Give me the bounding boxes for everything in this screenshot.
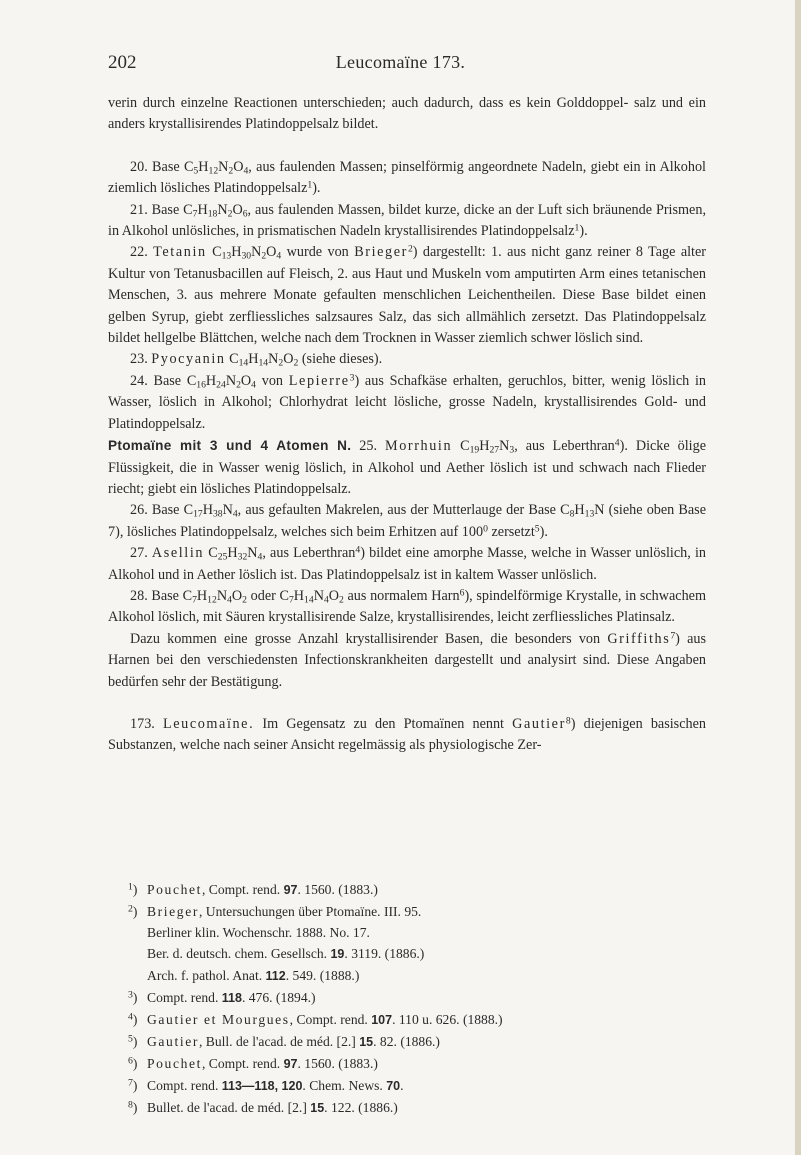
footnote-1: $^1$) Pouchet, Compt. rend. 97. 1560. (1883.) (128, 879, 688, 901)
substance-name: Asellin (151, 545, 205, 562)
volume-number: 97 (283, 1057, 298, 1071)
author-name: Brieger (147, 904, 199, 919)
volume-number: 118 (221, 991, 242, 1005)
footnote-mark: $^2$) (128, 903, 138, 919)
footnote-ref: 1 (307, 179, 313, 191)
intro-line-2: salz und ein anders krystallisirendes Platindoppelsalz bildet. (108, 95, 707, 133)
substance-name: Pyocyanin (151, 351, 226, 368)
entry-22: 22. Tetanin $C_{13}H_{30}N_2O_4$ wurde von Brieger$^2$) dargestellt: 1. aus nicht ganz reiner 8 Tage alter Kultur von Tetanusbacillen auf Fleisch, 2. aus Haut und Muskeln vom amputirten Arm eines tetanischen Menschen, 3. aus mehrere Monate gefaulten menschlichen Leichentheilen. Diese Base bildet einen gelben Syrup, giebt zerfliessliches salzsaures Salz, das sich allmählich zersetzt. Das Platindoppelsalz bildet hellgelbe Blättchen, welche nach dem Trocknen in Wasser ziemlich schwer löslich sind. (108, 244, 707, 347)
footnote-ref: 6 (459, 587, 465, 599)
entry-20: 20. Base $C_5H_{12}N_2O_4$, aus faulenden Massen; pinselförmig angeordnete Nadeln, giebt ein in Alkohol ziemlich lösliches Platindoppelsalz$^1$). (108, 158, 706, 197)
volume-number: 112 (265, 969, 286, 983)
section-heading: Ptomaïne mit 3 und 4 Atomen N. (108, 438, 352, 454)
footnote-ref: 8 (565, 715, 571, 727)
footnotes (128, 879, 688, 1119)
entry-25: Ptomaïne mit 3 und 4 Atomen N. 25. Morrhuin $C_{19}H_{27}N_3$, aus Leberthran$^4$). Dicke ölige Flüssigkeit, die in Wasser wenig löslich, in Alkohol und Aether löslich ist und schwach nach Flieder riecht; giebt ein lösliches Platindoppelsalz. (108, 437, 707, 497)
volume-number: 19 (330, 947, 345, 961)
footnote-mark: $^5$) (128, 1033, 138, 1049)
footnote-3: $^3$) Compt. rend. 118. 476. (1894.) (128, 987, 688, 1009)
footnote-ref: 3 (349, 372, 355, 384)
volume-number: 107 (371, 1013, 393, 1027)
entry-23: 23. Pyocyanin $C_{14}H_{14}N_2O_2$ (siehe dieses). (130, 351, 383, 370)
footnote-mark: $^1$) (128, 881, 138, 897)
footnote-cont: Arch. f. pathol. Anat. 112. 549. (1888.) (147, 968, 360, 983)
entry-26: 26. Base $C_{17}H_{38}N_4$, aus gefaulten Makrelen, aus der Mutterlauge der Base $C_8H_{13}N$ (siehe oben Base 7), lösliches Platindoppelsalz, welches sich beim Erhitzen auf $100^0$ zersetzt$^5$). (108, 502, 706, 540)
footnote-8: $^8$) Bullet. de l'acad. de méd. [2.] 15. 122. (1886.) (128, 1097, 688, 1119)
page-edge (795, 0, 801, 1155)
entry-27: 27. Asellin $C_{25}H_{32}N_4$, aus Leberthran$^4$) bildet eine amorphe Masse, welche in Wasser unlöslich, in Alkohol und in Aether löslich ist. Das Platindoppelsalz ist in kaltem Wasser unlöslich. (108, 544, 706, 583)
footnote-cont: Ber. d. deutsch. chem. Gesellsch. 19. 3119. (1886.) (147, 946, 425, 961)
entry-21: 21. Base $C_7H_{18}N_2O_6$, aus faulenden Massen, bildet kurze, dicke an der Luft sich bräunende Prismen, in Alkohol unlösliches, in prismatischen Nadeln krystallisirendes Platindoppelsalz$^1$). (108, 201, 706, 240)
intro-line-1: verin durch einzelne Reactionen unterschieden; auch dadurch, dass es kein Golddoppel- (108, 95, 629, 111)
entry-28: 28. Base $C_7H_{12}N_4O_2$ oder $C_7H_{14}N_4O_2$ aus normalem Harn$^6$), spindelförmige Krystalle, in schwachem Alkohol löslich, mit Säuren krystallisirende Salze, krystallisirendes, leicht zerfliessliches Platinsalz. (108, 587, 706, 626)
footnote-ref: 5 (534, 523, 540, 535)
footnote-mark: $^3$) (128, 989, 138, 1005)
footnote-2: $^2$) Brieger, Untersuchungen über Ptomaïne. III. 95. (128, 901, 688, 922)
footnote-ref: 4 (355, 544, 361, 556)
volume-number: 70 (386, 1079, 401, 1093)
substance-name: Tetanin (153, 244, 207, 261)
running-head: Leucomaïne 173. (335, 52, 466, 72)
section-173: 173. Leucomaïne. Im Gegensatz zu den Ptomaïnen nennt Gautier$^8$) diejenigen basischen Substanzen, welche nach seiner Ansicht regelmässig als physiologische Zer- (108, 715, 706, 754)
volume-number: 15 (310, 1101, 325, 1115)
entry-griffiths: Dazu kommen eine grosse Anzahl krystallisirender Basen, die besonders von Griffiths$^7$) aus Harnen bei den verschiedensten Infectionskrankheiten dargestellt und analysirt sind. Diese Angaben bedürfen sehr der Bestätigung. (108, 630, 706, 690)
author-name: Griffiths (607, 630, 671, 647)
page-header (0, 52, 801, 76)
section-title: Leucomaïne. (162, 715, 255, 732)
footnote-cont: Berliner klin. Wochenschr. 1888. No. 17. (147, 925, 370, 940)
footnote-ref: 7 (670, 630, 676, 642)
footnote-ref: 2 (407, 244, 413, 256)
footnote-mark: $^6$) (128, 1055, 138, 1071)
author-name: Pouchet (147, 1056, 202, 1071)
volume-number: 97 (283, 883, 298, 897)
footnote-ref: 1 (574, 222, 580, 234)
author-name: Gautier et Mourgues (147, 1012, 290, 1027)
footnote-mark: $^8$) (128, 1099, 138, 1115)
footnote-mark: $^4$) (128, 1011, 138, 1027)
body-text (108, 93, 706, 757)
author-name: Lepierre (288, 372, 350, 389)
volume-number: 15 (359, 1035, 374, 1049)
intro-paragraph (108, 93, 706, 136)
footnote-ref: 4 (614, 437, 620, 449)
footnote-7: $^7$) Compt. rend. 113—118, 120. Chem. News. 70. (128, 1075, 688, 1097)
author-name: Gautier (147, 1034, 199, 1049)
substance-name: Morrhuin (384, 438, 453, 455)
author-name: Pouchet (147, 882, 202, 897)
footnote-4: $^4$) Gautier et Mourgues, Compt. rend. 107. 110 u. 626. (1888.) (128, 1009, 688, 1031)
entry-24: 24. Base $C_{16}H_{24}N_2O_4$ von Lepierre$^3$) aus Schafkäse erhalten, geruchlos, bitter, wenig löslich in Wasser, löslich in Alkohol; Chlorhydrat leicht lösliche, grosse Nadeln, krystallisirendes Gold- und Platindoppelsalz. (108, 372, 707, 432)
author-name: Brieger (354, 244, 408, 261)
footnote-5: $^5$) Gautier, Bull. de l'acad. de méd. [2.] 15. 82. (1886.) (128, 1031, 688, 1053)
footnote-6: $^6$) Pouchet, Compt. rend. 97. 1560. (1883.) (128, 1053, 688, 1075)
volume-number: 113—118, 120 (221, 1079, 303, 1093)
footnote-mark: $^7$) (128, 1077, 138, 1093)
page-number: 202 (108, 52, 137, 73)
author-name: Gautier (512, 715, 566, 732)
